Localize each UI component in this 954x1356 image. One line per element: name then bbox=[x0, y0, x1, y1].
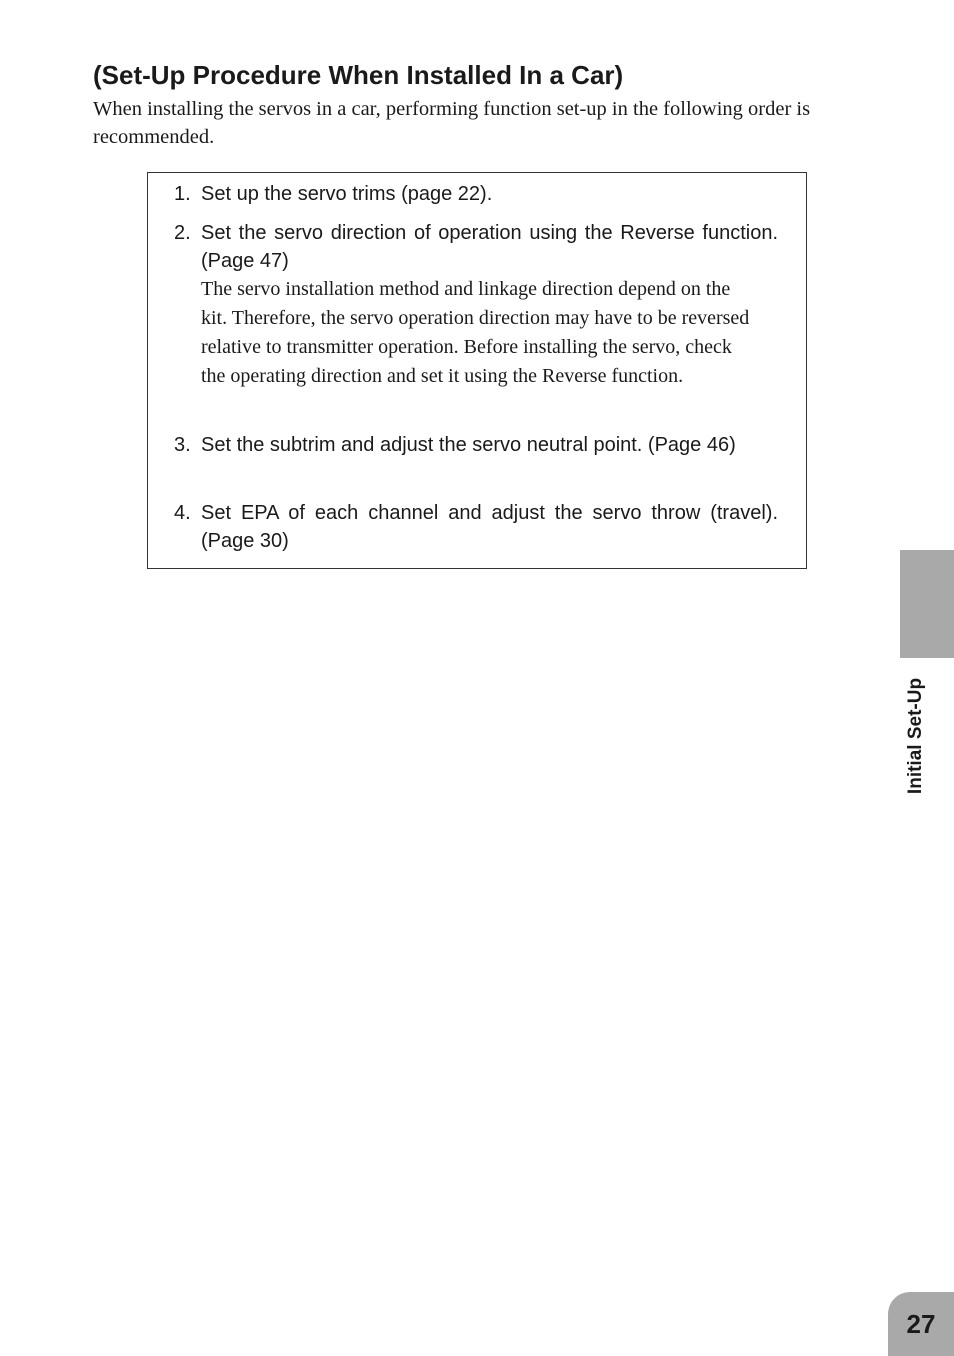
step-text: Set the servo direction of operation using the Reverse function. (Page 47) bbox=[201, 222, 778, 272]
chapter-tab-label bbox=[900, 658, 932, 813]
step-text: Set the subtrim and adjust the servo neutral point. (Page 46) bbox=[201, 434, 736, 456]
intro-paragraph: When installing the servos in a car, performing function set-up in the following order is recommended. bbox=[93, 98, 811, 148]
chapter-tab-text: Initial Set-Up bbox=[905, 677, 926, 794]
step-text: Set EPA of each channel and adjust the servo throw (travel). (Page 30) bbox=[201, 502, 778, 552]
step-1 bbox=[174, 180, 778, 208]
step-4 bbox=[174, 499, 778, 555]
step-text: Set up the servo trims (page 22). bbox=[201, 183, 493, 205]
step-2 bbox=[174, 219, 778, 391]
page-number: 27 bbox=[888, 1292, 954, 1356]
step-number: 2. bbox=[174, 222, 191, 244]
step-number: 3. bbox=[174, 434, 191, 456]
step-3 bbox=[174, 431, 778, 459]
step-number: 4. bbox=[174, 502, 191, 524]
step-number: 1. bbox=[174, 183, 191, 205]
step-note: The servo installation method and linkage direction depend on the kit. Therefore, the servo operation direction may have to be reversed relative to transmitter operation. Before installing the servo, check the operating direction and set it using the Reverse function. bbox=[201, 278, 750, 387]
chapter-tab bbox=[900, 550, 954, 658]
procedure-box bbox=[147, 172, 807, 569]
section-heading: (Set-Up Procedure When Installed In a Car) bbox=[93, 60, 624, 90]
